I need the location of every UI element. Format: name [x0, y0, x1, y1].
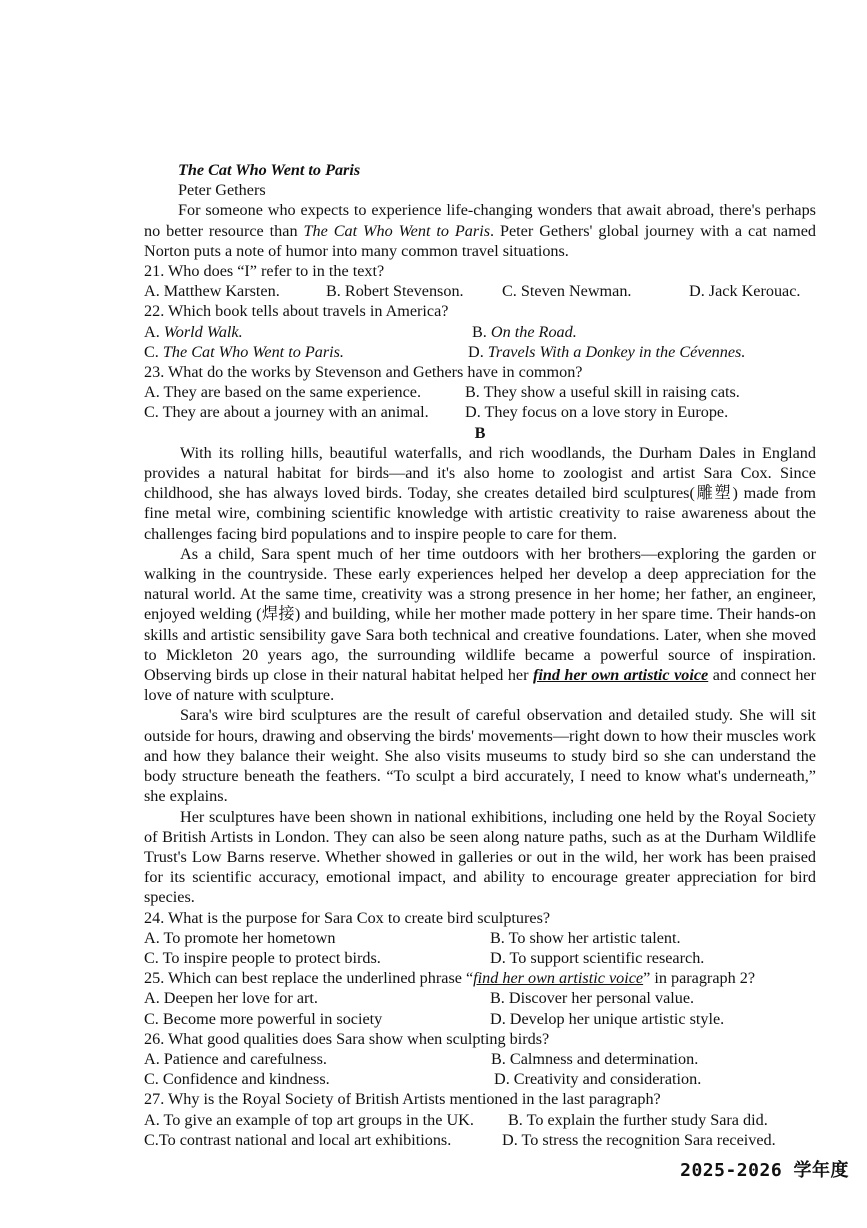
passage-b-paragraph-1: With its rolling hills, beautiful waterfalls, and rich woodlands, the Durham Dales in England provides a natural habitat for birds—and it's also home to zoologist and artist Sara Cox. Since childhood, she has always loved birds. Today, she creates detailed bird sculptures(雕塑) made from fine metal wire, combining scientific knowledge with artistic creativity to raise awareness about the challenges facing bird populations and to inspire people to care for them.	[144, 443, 816, 543]
options-row	[144, 322, 816, 342]
option-d	[468, 342, 745, 362]
option-text: Travels With a Donkey in the Cévennes.	[487, 342, 746, 361]
option-d: D. Develop her unique artistic style.	[490, 1009, 725, 1028]
passage-b-paragraph-4: Her sculptures have been shown in national exhibitions, including one held by the Royal Society of British Artists in London. They can also be seen along nature paths, such as at the Durham Wildlife Trust's Low Barns reserve. Whether showed in galleries or out in the wild, her work has been praised for its scientific accuracy, emotional impact, and ability to encourage greater appreciation for bird species.	[144, 807, 816, 907]
option-a: A. Patience and carefulness.	[144, 1049, 327, 1068]
options-row	[144, 1110, 816, 1130]
underlined-phrase: find her own artistic voice	[473, 969, 644, 988]
option-c: C. Steven Newman.	[502, 282, 632, 301]
passage-b-paragraph-3: Sara's wire bird sculptures are the result of careful observation and detailed study. She will sit outside for hours, drawing and observing the birds' movements—right down to how their muscles work and how they balance their weight. She also visits museums to study bird so she can understand the body structure beneath the feathers. “To sculpt a bird accurately, I need to know what's underneath,” she explains.	[144, 706, 816, 806]
question-stem: 24. What is the purpose for Sara Cox to create bird sculptures?	[144, 908, 551, 927]
question-stem	[144, 968, 816, 988]
option-c: C. They are about a journey with an animal.	[144, 403, 429, 422]
text-run: For someone who expects to experience life-changing wonders that await abroad, there's perhaps no better resource than	[144, 201, 816, 240]
option-b: B. To show her artistic talent.	[490, 928, 681, 947]
option-a: A. To give an example of top art groups in the UK.	[144, 1110, 474, 1129]
exam-page	[144, 160, 816, 1150]
options-row	[144, 988, 816, 1008]
option-c: C.To contrast national and local art exhibitions.	[144, 1130, 452, 1149]
option-a: A. Matthew Karsten.	[144, 282, 280, 301]
text-run: ” in paragraph 2?	[643, 969, 756, 988]
option-text: World Walk.	[163, 322, 243, 341]
question-stem: 27. Why is the Royal Society of British Artists mentioned in the last paragraph?	[144, 1090, 661, 1109]
section-heading: B	[474, 423, 486, 442]
option-b: B. Calmness and determination.	[491, 1049, 699, 1068]
option-b: B. Discover her personal value.	[490, 989, 695, 1008]
options-row	[144, 1049, 816, 1069]
option-b: B. They show a useful skill in raising cats.	[465, 383, 740, 402]
option-d: D. Creativity and consideration.	[494, 1070, 702, 1089]
option-d: D. Jack Kerouac.	[689, 282, 801, 301]
options-row	[144, 402, 816, 422]
question-stem: 21. Who does “I” refer to in the text?	[144, 262, 385, 281]
school-year-footer: 2025-2026 学年度	[680, 1160, 849, 1181]
option-letter: B.	[472, 322, 491, 341]
passage-a-paragraph	[144, 200, 816, 261]
options-row	[144, 382, 816, 402]
options-row	[144, 1009, 816, 1029]
underlined-phrase: find her own artistic voice	[532, 666, 709, 685]
option-c: C. Confidence and kindness.	[144, 1070, 330, 1089]
option-c: C. Become more powerful in society	[144, 1009, 383, 1028]
question-stem: 23. What do the works by Stevenson and Gethers have in common?	[144, 363, 583, 382]
option-c: C. To inspire people to protect birds.	[144, 948, 381, 967]
text-run: 25. Which can best replace the underlined phrase “	[144, 969, 474, 988]
option-a: A. Deepen her love for art.	[144, 989, 318, 1008]
text-run: As a child, Sara spent much of her time outdoors with her brothers—exploring the garden or walking in the countryside. These early experiences helped her develop a deep appreciation for the natural world. At the same time, creativity was a strong presence in her home; her father, an engineer, enjoyed welding (焊接) and building, while her mother made pottery in her spare time. Their hands-on skills and artistic sensibility gave Sara both technical and creative foundations. Later, when she moved to Mickleton 20 years ago, the surrounding wildlife became a powerful source of inspiration. Observing birds up close in their natural habitat helped her	[144, 544, 816, 685]
option-b	[472, 322, 577, 342]
options-row	[144, 1130, 816, 1150]
option-d: D. To support scientific research.	[490, 948, 705, 967]
options-row	[144, 948, 816, 968]
option-text: On the Road.	[490, 322, 577, 341]
option-letter: C.	[144, 342, 163, 361]
option-b: B. To explain the further study Sara did.	[508, 1110, 768, 1129]
option-d: D. To stress the recognition Sara received.	[502, 1130, 776, 1149]
book-title: The Cat Who Went to Paris	[178, 161, 361, 179]
option-a	[144, 322, 472, 342]
question-stem: 22. Which book tells about travels in America?	[144, 302, 449, 321]
text-run: and connect her love of nature with sculpture.	[144, 666, 817, 705]
book-title-inline: The Cat Who Went to Paris	[303, 221, 490, 240]
option-d: D. They focus on a love story in Europe.	[465, 403, 729, 422]
passage-b-paragraph-2	[144, 544, 816, 706]
options-row	[144, 928, 816, 948]
question-stem: 26. What good qualities does Sara show when sculpting birds?	[144, 1029, 550, 1048]
option-c	[144, 342, 468, 362]
option-letter: D.	[468, 342, 488, 361]
option-b: B. Robert Stevenson.	[326, 282, 464, 301]
option-text: The Cat Who Went to Paris.	[162, 342, 344, 361]
options-row	[144, 342, 816, 362]
text-run: . Peter Gethers' global journey with a cat named Norton puts a note of humor into many common travel situations.	[144, 221, 816, 260]
option-a: A. To promote her hometown	[144, 928, 336, 947]
options-row	[144, 1069, 816, 1089]
options-row	[144, 281, 816, 301]
option-a: A. They are based on the same experience.	[144, 383, 422, 402]
book-author: Peter Gethers	[178, 181, 266, 200]
option-letter: A.	[144, 322, 164, 341]
